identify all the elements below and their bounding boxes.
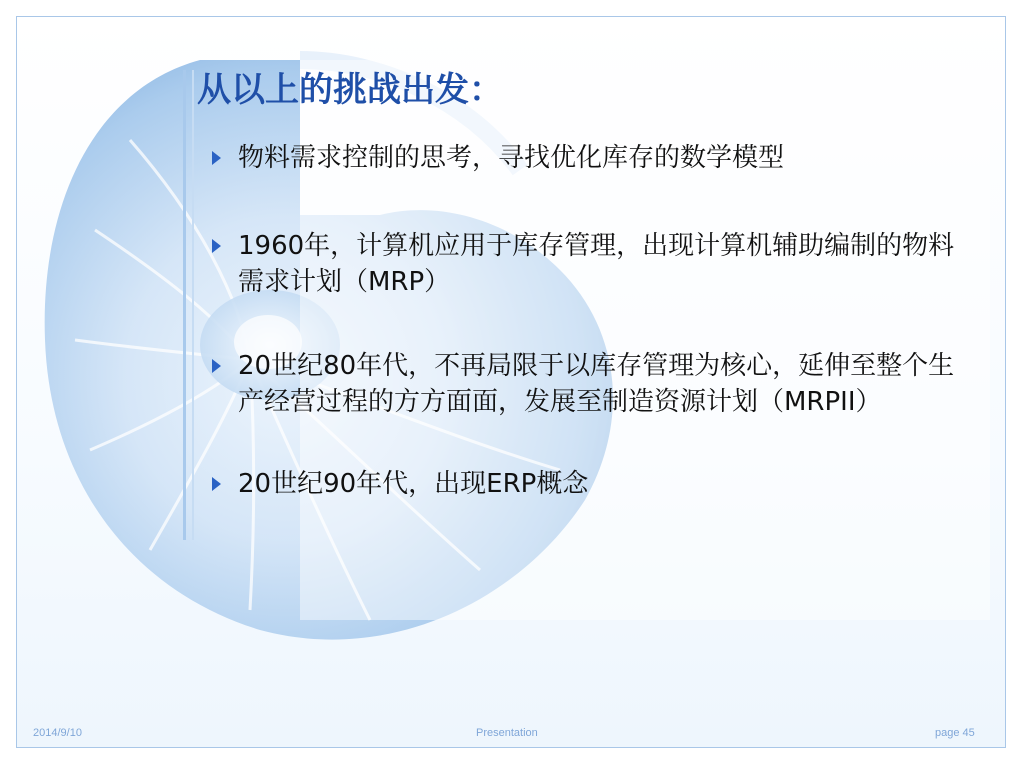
slide-title: 从以上的挑战出发： [197,70,503,110]
bullet-item [212,228,972,300]
triangle-right-icon [212,151,221,165]
title-rule-left [183,70,186,540]
bullet-text: 1960年，计算机应用于库存管理，出现计算机辅助编制的物料需求计划（MRP） [238,231,955,297]
bullet-text: 20世纪80年代，不再局限于以库存管理为核心，延伸至整个生产经营过程的方方面面，发展至制造资源计划（MRPII） [238,351,955,417]
bullet-text: 物料需求控制的思考，寻找优化库存的数学模型 [238,143,785,173]
title-rule-right [192,70,194,540]
bullet-item [212,466,972,502]
triangle-right-icon [212,359,221,373]
footer-page-number: page 45 [935,727,975,739]
bullet-item [212,348,972,420]
footer-date: 2014/9/10 [33,727,82,739]
bullet-list [212,140,972,502]
triangle-right-icon [212,477,221,491]
footer-presentation-label: Presentation [476,727,538,739]
bullet-item [212,140,972,176]
triangle-right-icon [212,239,221,253]
bullet-text: 20世纪90年代，出现ERP概念 [238,469,589,499]
